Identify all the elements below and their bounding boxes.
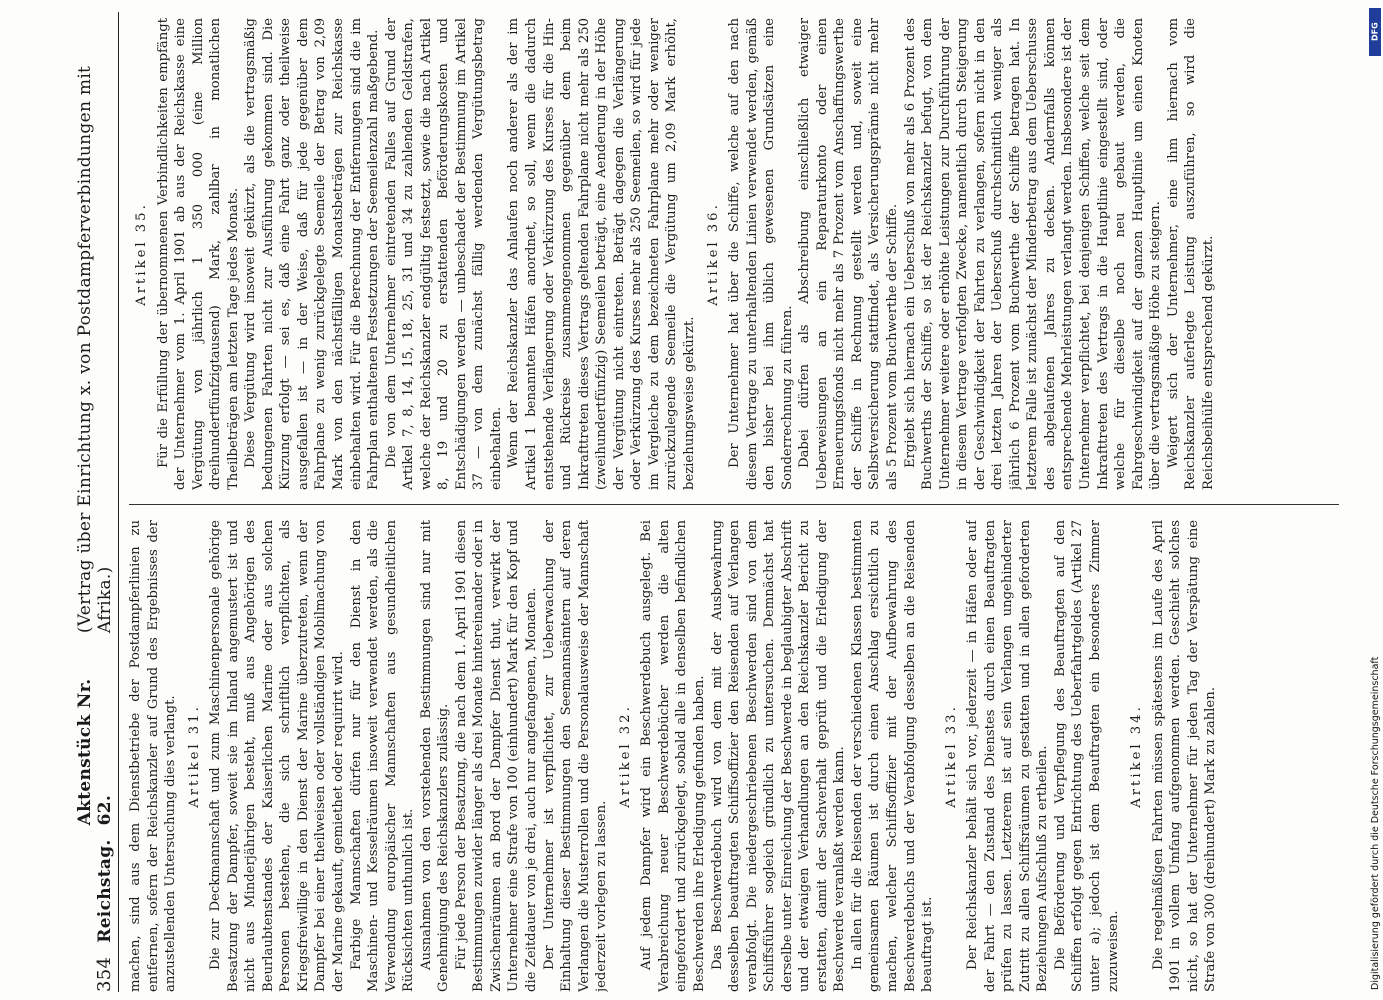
paragraph: Der Reichskanzler behält sich vor, jederzeit — in Häfen oder auf der Fahrt — den Zustand des Dienstes durch einen Beauftragten prüfen zu lassen. Letzterem ist auf sein Verlangen ungehinderter Zutritt zu allen Schiffsräumen zu gestatten und in allen geforderten Beziehungen Aufschluß zu ertheilen.: [965, 520, 1051, 992]
header-title: (Vertrag über Einrichtung x. von Postdampferverbindungen mit Afrika.): [75, 65, 115, 634]
paragraph: Die Beförderung und Verpflegung des Beauftragten auf den Schiffen erfolgt gegen Entrichtung des Ueberfahrtgeldes (Artikel 27 unter a); jedoch ist dem Beauftragten ein besonderes Zimmer zuzuweisen.: [1052, 520, 1121, 992]
article-heading: Artikel 32.: [617, 704, 633, 808]
paragraph: machen, sind aus dem Dienstbetriebe der Postdampferlinien zu entfernen, sofern der Reichskanzler auf Grund des Ergebnisses der anzustellenden Untersuchung dies verlangt.: [128, 520, 179, 992]
paragraph: Auf jedem Dampfer wird ein Beschwerdebuch ausgelegt. Bei Verabreichung neuer Beschwerdebücher werden die alten eingefordert und zurückgelegt, sobald alle in denselben befindlichen Beschwerden ihre Erledigung gefunden haben.: [639, 520, 707, 992]
paragraph: Der Unternehmer hat über die Schiffe, welche auf den nach diesem Vertrage zu unterhaltenden Linien verwendet werden, gemäß den bisher bei ihm üblich gewesenen Grundsätzen eine Sonderrechnung zu führen.: [727, 18, 795, 490]
paragraph: Ausnahmen von den vorstehenden Bestimmungen sind nur mit Genehmigung des Reichskanzlers zulässig.: [418, 520, 452, 992]
paragraph: Der Unternehmer ist verpflichtet, zur Ueberwachung der Einhaltung dieser Bestimmungen den Seemannsämtern auf deren Verlangen die Musterrollen und die Personalausweise der Mannschaft jederzeit vorlegen zu lassen.: [541, 520, 610, 992]
column-divider: [129, 504, 1339, 505]
paragraph: Die regelmäßigen Fahrten müssen spätestens im Laufe des April 1901 in vollem Umfang aufgenommen werden. Geschieht solches nicht, so hat der Unternehmer für jeden Tag der Verspätung eine Strafe von 300 (dreihundert) Mark zu zahlen.: [1150, 520, 1219, 992]
paragraph: Das Beschwerdebuch wird von dem mit der Ausbewahrung desselben beauftragten Schiffsoffizier den Reisenden auf Verlangen verabfolgt. Die niedergeschriebenen Beschwerden sind von dem Schiffsführer sogleich gründlich zu untersuchen. Demnächst hat derselbe unter Einreichung der Beschwerde in beglaubigter Abschrift und der etwaigen Verhandlungen an den Reichskanzler Bericht zu erstatten, damit der Sachverhalt geprüft und die Erledigung der Beschwerde veranlaßt werden kann.: [709, 520, 848, 992]
page-header: [75, 12, 119, 992]
page-number: 354: [94, 956, 115, 992]
paragraph: Für jede Person der Besatzung, die nach dem 1. April 1901 diesen Bestimmungen zuwider länger als drei Monate hintereinander oder in Zwischenräumen an Bord der Dampfer Dienst thut, verwirkt der Unternehmer eine Strafe von 100 (einhundert) Mark für den Kopf und die Zeitdauer von je drei, auch nur angefangenen, Monaten.: [453, 520, 540, 992]
article-heading: Artikel 31.: [186, 704, 202, 808]
article-heading: Artikel 34.: [1129, 704, 1145, 808]
paragraph: Diese Vergütung wird insoweit gekürzt, als die vertragsmäßig bedungenen Fahrten nicht zur Ausführung gekommen sind. Die Kürzung erfolgt — sei es, daß eine Fahrt ganz oder theilweise ausgefallen ist — in der Weise, daß für jede gegenüber dem Fahrplane zu wenig zurückgelegte Seemeile der Betrag von 2,09 Mark von den nächstfälligen Monatsbeträgen zur Reichskasse einbehalten wird. Für die Berechnung der Entfernungen sind die im Fahrplan enthaltenen Festsetzungen der Seemeilenzahl maßgebend.: [243, 18, 382, 490]
paragraph: Die zur Deckmannschaft und zum Maschinenpersonale gehörige Besatzung der Dampfer, soweit sie im Inland angemustert ist und nicht aus Minderjährigen besteht, muß aus Angehörigen des Beurlaubtenstandes der Kaiserlichen Marine oder aus solchen Personen bestehen, die sich schriftlich verpflichten, als Kriegsfreiwillige in den Dienst der Marine überzutreten, wenn der Dampfer bei einer theilweisen oder vollständigen Mobilmachung von der Marine gekauft, gemiethet oder requirirt wird.: [208, 520, 347, 992]
paragraph: Ergiebt sich hiernach ein Ueberschuß von mehr als 6 Prozent des Buchwerths der Schiffe, so ist der Reichskanzler befugt, von dem Unternehmer weitere oder erhöhte Leistungen zur Durchführung der in diesem Vertrage verfolgten Zwecke, namentlich durch Steigerung der Geschwindigkeit der Fahrten zu verlangen, sofern nicht in den drei letzten Jahren der Ueberschuß durchschnittlich weniger als jährlich 6 Prozent vom Buchwerthe der Schiffe betragen hat. In letzterem Falle ist zunächst der Minderbetrag aus dem Ueberschusse des abgelaufenen Jahres zu decken. Andernfalls können entsprechende Mehrleistungen verlangt werden. Insbesondere ist der Unternehmer verpflichtet, bei denjenigen Schiffen, welche seit dem Inkrafttreten des Vertrags in die Hauptlinie eingestellt sind, oder welche für dieselbe noch neu gebaut werden, die Fahrgeschwindigkeit auf der ganzen Hauptlinie um einen Knoten über die vertragsmäßige Höhe zu steigern.: [902, 18, 1164, 490]
paragraph: Die von dem Unternehmer eintretenden Falles auf Grund der Artikel 7, 8, 14, 15, 18, 25, 31 und 34 zu zahlenden Geldstrafen, welche der Reichskanzler endgültig festsetzt, sowie die nach Artikel 8, 19 und 20 zu erstattenden Beförderungskosten und Entschädigungen werden — unbeschadet der Bestimmung im Artikel 37 — von dem zunächst fällig werdenden Vergütungsbetrag einbehalten.: [383, 18, 504, 490]
dfg-credit: Digitalisierung gefördert durch die Deutsche Forschungsgemeinschaft: [1370, 656, 1381, 990]
paragraph: In allen für die Reisenden der verschiedenen Klassen bestimmten gemeinsamen Räumen ist durch einen Anschlag ersichtlich zu machen, welcher Schiffsoffizier mit der Aufbewahrung des Beschwerdebuchs und der Verabfolgung desselben an die Reisenden beauftragt ist.: [849, 520, 936, 992]
rotated-page: [75, 0, 1383, 1000]
paragraph: Farbige Mannschaften dürfen nur für den Dienst in den Maschinen- und Kesselräumen insoweit verwendet werden, als die Verwendung europäischer Mannschaften aus gesundheitlichen Rücksichten unthunlich ist.: [348, 520, 417, 992]
article-heading: Artikel 35.: [134, 202, 149, 306]
paragraph: Für die Erfüllung der übernommenen Verbindlichkeiten empfängt der Unternehmer vom 1. April 1901 ab aus der Reichskasse eine Vergütung von jährlich 1 350 000 (eine Million dreihundertfünfzigtausend) Mark, zahlbar in monatlichen Theilbeträgen am letzten Tage jedes Monats.: [155, 18, 241, 490]
paragraph: Weigert sich der Unternehmer, eine ihm hiernach vom Reichskanzler auferlegte Leistung auszuführen, so wird die Reichsbeihülfe entsprechend gekürzt.: [1165, 18, 1216, 490]
left-column: [127, 520, 1347, 992]
dfg-logo: DFG: [1369, 8, 1381, 56]
header-doc: Aktenstück Nr. 62.: [75, 678, 115, 826]
right-column: [127, 18, 1347, 490]
header-source: Reichstag.: [95, 839, 115, 943]
page-content: [75, 12, 1383, 992]
article-heading: Artikel 33.: [943, 704, 959, 808]
paragraph: Dabei dürfen als Abschreibung einschließlich etwaiger Ueberweisungen an ein Reparaturkonto oder einen Erneuerungsfonds nicht mehr als 7 Prozent vom Anschaffungswerthe der Schiffe in Rechnung gestellt werden und, soweit eine Selbstversicherung stattfindet, als Versicherungsprämie nicht mehr als 5 Prozent vom Buchwerthe der Schiffe.: [797, 18, 900, 490]
paragraph: Wenn der Reichskanzler das Anlaufen noch anderer als der im Artikel 1 benannten Häfen anordnet, so soll, wenn die dadurch entstehende Verlängerung oder Verkürzung des Kurses für die Hin- und Rückreise zusammengenommen gegenüber dem beim Inkrafttreten dieses Vertrags geltenden Fahrplane nicht mehr als 250 (zweihundertfünfzig) Seemeilen beträgt, eine Aenderung in der Höhe der Vergütung nicht eintreten. Beträgt dagegen die Verlängerung oder Verkürzung des Kurses mehr als 250 Seemeilen, so wird für jede im Vergleiche zu dem bezeichneten Fahrplane mehr oder weniger zurückzulegende Seemeile die Vergütung um 2,09 Mark erhöht, beziehungsweise gekürzt.: [506, 18, 697, 490]
article-heading: Artikel 36.: [705, 202, 721, 306]
